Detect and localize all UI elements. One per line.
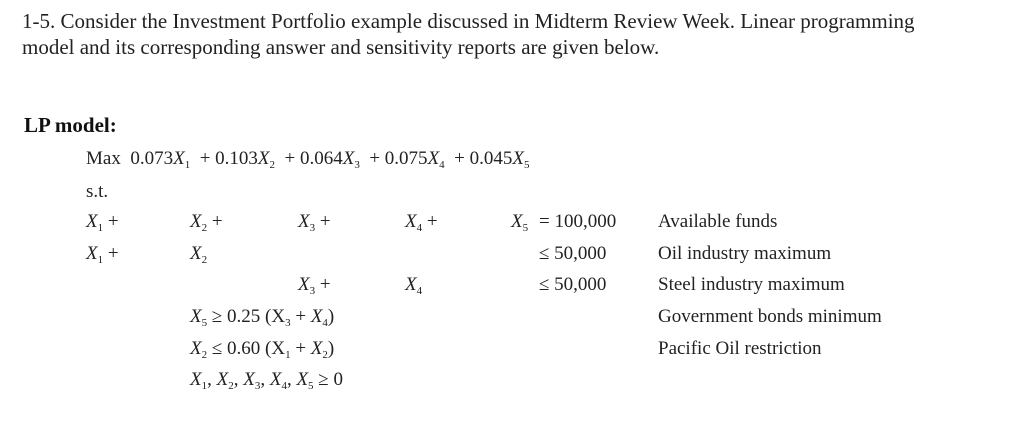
c1-x4: $X_4$ + [405, 211, 438, 234]
objective-term-4: + $0.075X_4$ [369, 148, 445, 171]
c4-expression: $X_5 \ge 0.25$ $(X_3 + X_4)$ [190, 306, 335, 329]
objective-term-1: $0.073X_1$ [130, 148, 191, 171]
c1-x1: $X_1$ + [86, 211, 119, 234]
c1-label: Available funds [658, 211, 778, 232]
nonnegativity-constraint: $X_1$, $X_2$, $X_3$, $X_4$, $X_5 \ge 0$ [190, 369, 343, 392]
c2-label: Oil industry maximum [658, 243, 832, 264]
c1-x5: $X_5$ [511, 211, 529, 234]
c3-rhs: ≤ 50,000 [539, 274, 607, 295]
objective-term-3: + $0.064X_3$ [284, 148, 360, 171]
c1-x3: $X_3$ + [298, 211, 331, 234]
subject-to-label: s.t. [86, 181, 109, 202]
c1-x2: $X_2$ + [190, 211, 223, 234]
c3-label: Steel industry maximum [658, 274, 845, 295]
c3-x3: $X_3$ + [298, 274, 331, 297]
c2-x2: $X_2$ [190, 243, 208, 266]
problem-statement-line-2: model and its corresponding answer and sensitivity reports are given below. [22, 35, 660, 59]
c4-label: Government bonds minimum [658, 306, 882, 327]
lp-model-heading: LP model: [24, 113, 117, 137]
c2-x1: $X_1$ + [86, 243, 119, 266]
problem-statement [22, 8, 915, 60]
objective-term-2: + $0.103X_2$ [199, 148, 276, 171]
objective-sense: Max [86, 148, 121, 169]
objective-function [86, 148, 530, 171]
c5-expression: $X_2 \le 0.60$ $(X_1 + X_2)$ [190, 338, 335, 361]
c2-rhs: ≤ 50,000 [539, 243, 607, 264]
objective-term-5: + $0.045X_5$ [454, 148, 530, 171]
c5-label: Pacific Oil restriction [658, 338, 822, 359]
problem-statement-line-1: 1-5. Consider the Investment Portfolio example discussed in Midterm Review Week. Linear programming [22, 9, 915, 33]
c3-x4: $X_4$ [405, 274, 423, 297]
c1-rhs: = 100,000 [539, 211, 617, 232]
